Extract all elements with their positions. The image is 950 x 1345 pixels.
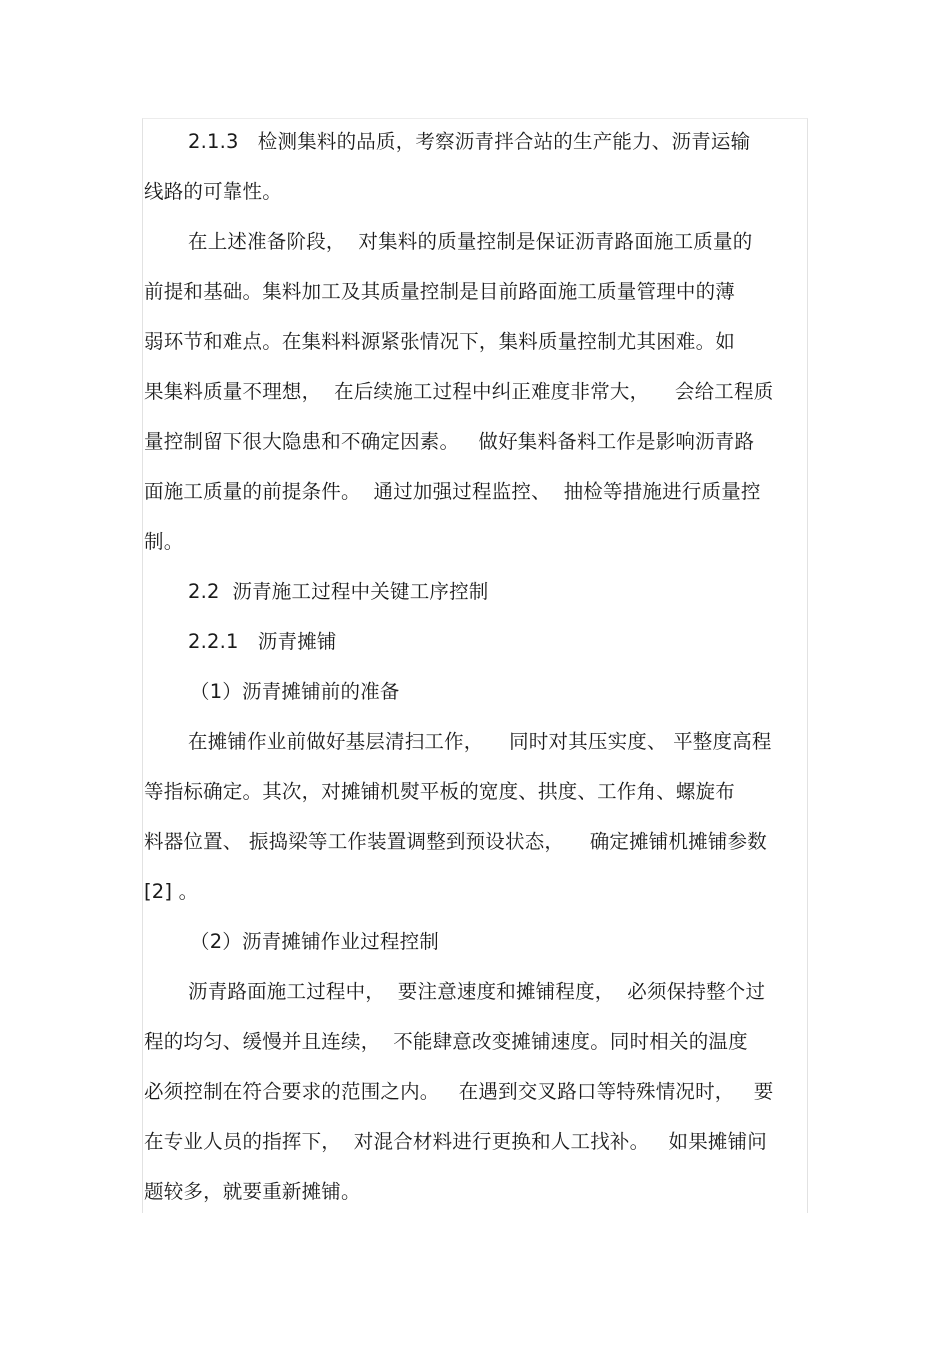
section-heading-2-1-3: 2.1.3 检测集料的品质，考察沥青拌合站的生产能力、沥青运输 xyxy=(188,130,751,153)
section-heading-2-2: 2.2 沥青施工过程中关键工序控制 xyxy=(188,580,489,603)
text-line: 量控制留下很大隐患和不确定因素。 做好集料备料工作是影响沥青路 xyxy=(144,430,755,453)
citation-line: [2] 。 xyxy=(144,880,199,903)
text-line: 料器位置、 振捣梁等工作装置调整到预设状态， 确定摊铺机摊铺参数 xyxy=(144,830,767,853)
text-line: 必须控制在符合要求的范围之内。 在遇到交叉路口等特殊情况时， 要 xyxy=(144,1080,774,1103)
text-line: 题较多，就要重新摊铺。 xyxy=(144,1180,361,1203)
text-line: 线路的可靠性。 xyxy=(144,180,282,203)
text-line: 等指标确定。其次，对摊铺机熨平板的宽度、拱度、工作角、螺旋布 xyxy=(144,780,736,803)
text-line: 弱环节和难点。在集料料源紧张情况下，集料质量控制尤其困难。如 xyxy=(144,330,736,353)
text-line: 前提和基础。集料加工及其质量控制是目前路面施工质量管理中的薄 xyxy=(144,280,736,303)
paragraph-start: 沥青路面施工过程中， 要注意速度和摊铺程度， 必须保持整个过 xyxy=(188,980,766,1003)
text-line: 果集料质量不理想， 在后续施工过程中纠正难度非常大， 会给工程质 xyxy=(144,380,774,403)
paragraph-start: 在摊铺作业前做好基层清扫工作， 同时对其压实度、 平整度高程 xyxy=(188,730,772,753)
text-line: 制。 xyxy=(144,530,184,553)
text-line: 程的均匀、缓慢并且连续， 不能肆意改变摊铺速度。同时相关的温度 xyxy=(144,1030,748,1053)
paragraph-start: 在上述准备阶段， 对集料的质量控制是保证沥青路面施工质量的 xyxy=(188,230,753,253)
section-heading-2-2-1: 2.2.1 沥青摊铺 xyxy=(188,630,337,653)
subheading-2: （2）沥青摊铺作业过程控制 xyxy=(190,930,440,953)
text-line: 在专业人员的指挥下， 对混合材料进行更换和人工找补。 如果摊铺问 xyxy=(144,1130,767,1153)
subheading-1: （1）沥青摊铺前的准备 xyxy=(190,680,400,703)
text-line: 面施工质量的前提条件。 通过加强过程监控、 抽检等措施进行质量控 xyxy=(144,480,761,503)
